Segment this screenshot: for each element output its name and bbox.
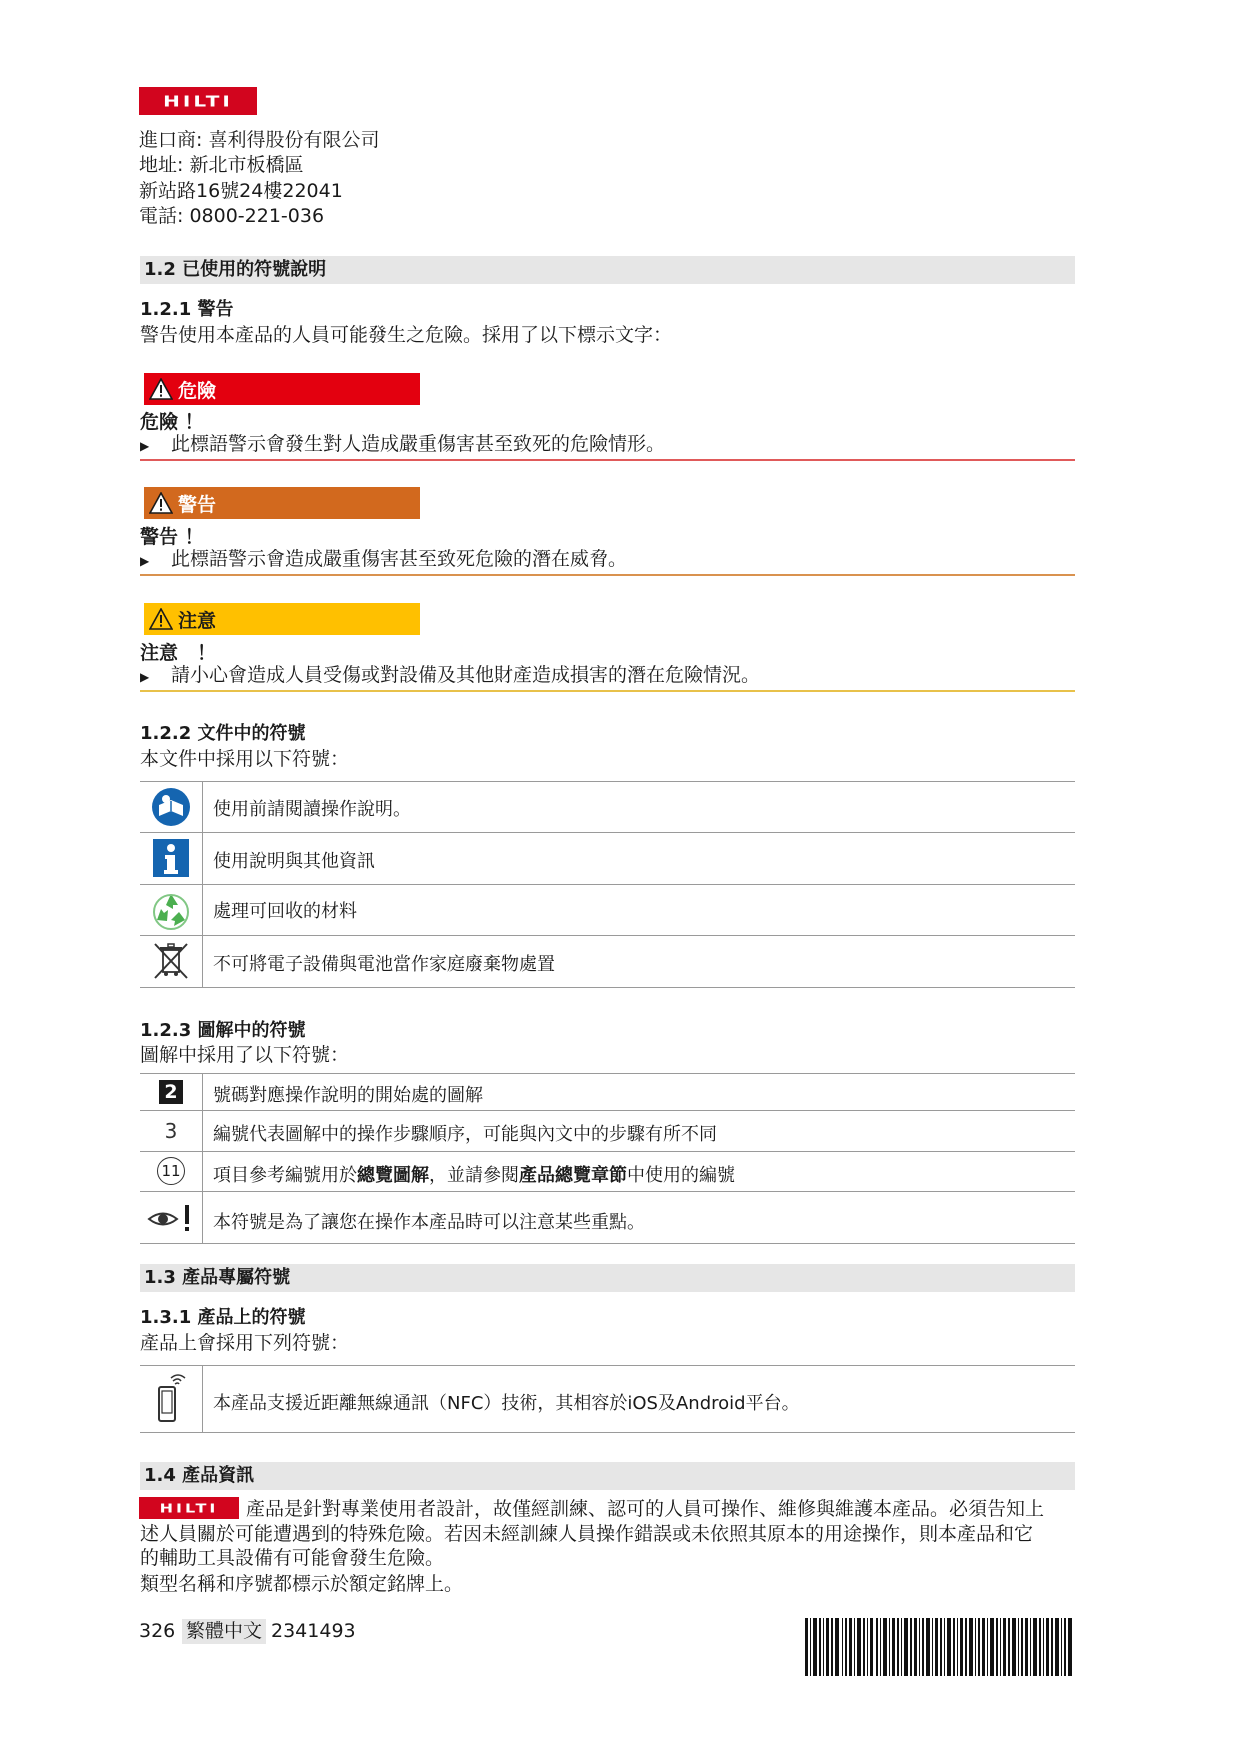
section-1-3-title: 1.3 產品專屬符號 [140, 1264, 1075, 1292]
subsection-1-2-2-title: 1.2.2 文件中的符號 [140, 723, 306, 744]
product-info-line-3: 的輔助工具設備有可能會發生危險。 [140, 1547, 445, 1569]
read-manual-icon [146, 784, 196, 830]
page-number: 326 [139, 1620, 176, 1642]
table-line [140, 1191, 1075, 1192]
caution-text: 請小心會造成人員受傷或對設備及其他財產造成損害的潛在危險情況。 [171, 664, 761, 686]
subsection-1-2-1-title: 1.2.1 警告 [140, 299, 234, 320]
product-info-line-4: 類型名稱和序號都標示於額定銘牌上。 [140, 1573, 464, 1595]
illus-symbol-text-circled-number [213, 1161, 735, 1187]
eye-attention-icon [146, 1196, 196, 1240]
doc-symbol-text-recycle: 處理可回收的材料 [213, 901, 357, 922]
table-line [140, 1365, 1075, 1366]
product-info-line-1: 產品是針對專業使用者設計，故僅經訓練、認可的人員可操作、維修與維護本產品。必須告知上 [246, 1498, 1045, 1520]
hilti-logo [139, 87, 257, 115]
illus-symbol-text-number-box: 號碼對應操作說明的開始處的圖解 [213, 1085, 483, 1106]
caution-heading: 注意 ！ [140, 642, 217, 664]
table-divider [202, 781, 203, 987]
doc-symbols-intro: 本文件中採用以下符號： [140, 748, 350, 770]
section-1-4-title: 1.4 產品資訊 [140, 1462, 1075, 1490]
address-line-2: 新站路16號24樓22041 [139, 180, 343, 202]
number-box-icon [146, 1076, 196, 1108]
caution-label: 注意 [178, 609, 217, 632]
step-number-symbol: 3 [164, 1119, 178, 1143]
text-part: 項目參考編號用於 [213, 1165, 357, 1186]
circled-number-icon [146, 1154, 196, 1188]
hilti-inline-logo-text: HILTI [159, 1500, 219, 1516]
text-part: 中使用的編號 [627, 1165, 735, 1186]
number-box-symbol: 2 [159, 1080, 183, 1104]
table-line [140, 1073, 1075, 1074]
nfc-phone-icon [146, 1368, 196, 1430]
importer-text: 進口商: 喜利得股份有限公司 [139, 129, 380, 151]
table-line [140, 832, 1075, 833]
danger-label-box [144, 373, 420, 405]
doc-symbol-text-crossed-bin: 不可將電子設備與電池當作家庭廢棄物處置 [213, 954, 555, 975]
danger-label: 危險 [178, 379, 217, 402]
address-line-1: 地址: 新北市板橋區 [139, 154, 304, 176]
danger-bullet: ▶ [140, 439, 150, 453]
warning-text: 此標語警示會造成嚴重傷害甚至致死危險的潛在威脅。 [171, 548, 628, 570]
text-part: ，並請參閱 [429, 1165, 519, 1186]
table-line [140, 987, 1075, 988]
table-line [140, 935, 1075, 936]
caution-divider [140, 690, 1075, 692]
hilti-inline-logo [139, 1497, 239, 1519]
barcode [805, 1618, 1073, 1676]
product-symbol-text-nfc: 本產品支援近距離無線通訊（NFC）技術，其相容於iOS及Android平台。 [213, 1393, 800, 1414]
illus-symbol-text-eye-attention: 本符號是為了讓您在操作本產品時可以注意某些重點。 [213, 1212, 645, 1233]
warning-triangle-icon [144, 608, 178, 630]
warning-label: 警告 [178, 493, 217, 516]
illustration-symbols-intro: 圖解中採用了以下符號： [140, 1044, 350, 1066]
crossed-bin-icon [146, 938, 196, 984]
warning-label-box [144, 487, 420, 519]
footer-language: 繁體中文 [182, 1619, 266, 1644]
text-bold-part: 產品總覽章節 [519, 1165, 627, 1186]
caution-bullet: ▶ [140, 670, 150, 684]
phone-text: 電話: 0800-221-036 [139, 205, 325, 227]
doc-symbol-text-read-manual: 使用前請閱讀操作說明。 [213, 799, 411, 820]
product-info-line-2: 述人員關於可能遭遇到的特殊危險。若因未經訓練人員操作錯誤或未依照其原本的用途操作，則本產品和它 [140, 1523, 1034, 1545]
warning-intro: 警告使用本產品的人員可能發生之危險。採用了以下標示文字： [140, 324, 673, 346]
caution-label-box [144, 603, 420, 635]
info-icon [146, 835, 196, 881]
illus-symbol-text-step-number: 編號代表圖解中的操作步驟順序，可能與內文中的步驟有所不同 [213, 1124, 717, 1145]
table-line [140, 1151, 1075, 1152]
danger-heading: 危險 ！ [140, 411, 204, 433]
section-1-2-title: 1.2 已使用的符號說明 [140, 256, 1075, 284]
text-bold-part: 總覽圖解 [357, 1165, 429, 1186]
table-line [140, 1243, 1075, 1244]
product-symbols-intro: 產品上會採用下列符號： [140, 1332, 350, 1354]
doc-number: 2341493 [271, 1620, 356, 1642]
table-divider [202, 1365, 203, 1432]
table-line [140, 884, 1075, 885]
doc-symbol-text-info: 使用說明與其他資訊 [213, 851, 375, 872]
table-line [140, 781, 1075, 782]
step-number-icon [146, 1114, 196, 1148]
warning-divider [140, 574, 1075, 576]
subsection-1-2-3-title: 1.2.3 圖解中的符號 [140, 1020, 306, 1041]
table-divider [202, 1073, 203, 1243]
table-line [140, 1432, 1075, 1433]
circled-number-symbol: 11 [157, 1157, 185, 1185]
warning-heading: 警告 ！ [140, 526, 204, 548]
warning-triangle-icon [144, 492, 178, 514]
warning-bullet: ▶ [140, 554, 150, 568]
danger-divider [140, 459, 1075, 461]
subsection-1-3-1-title: 1.3.1 產品上的符號 [140, 1307, 306, 1328]
recycle-icon [146, 887, 196, 933]
warning-triangle-icon [144, 378, 178, 400]
danger-text: 此標語警示會發生對人造成嚴重傷害甚至致死的危險情形。 [171, 433, 666, 455]
table-line [140, 1110, 1075, 1111]
hilti-logo-text: HILTI [163, 92, 233, 110]
